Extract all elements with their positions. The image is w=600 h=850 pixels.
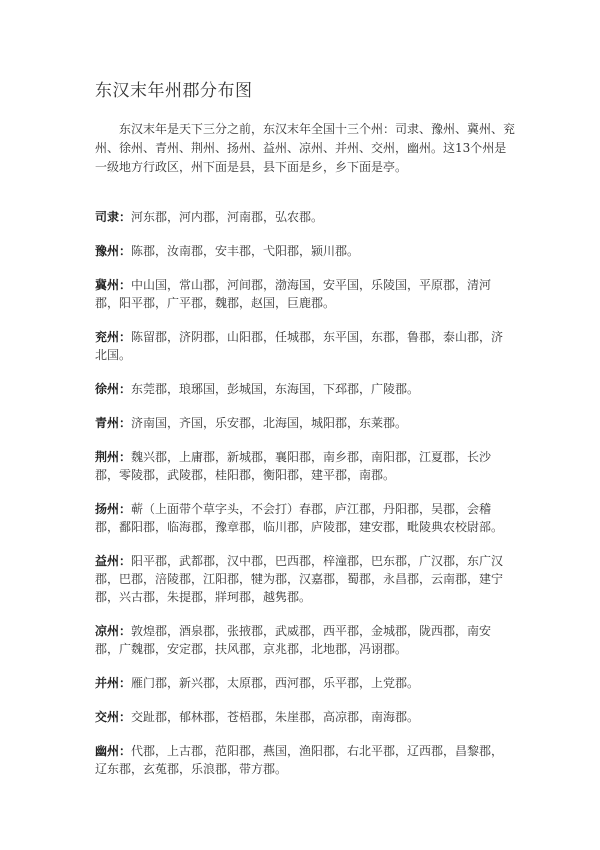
province-commanderies: 雁门郡，新兴郡，太原郡，西河郡，乐平郡，上党郡。 <box>131 676 420 690</box>
province-name: 交州： <box>95 710 132 724</box>
province-name: 豫州： <box>95 244 132 258</box>
province-entry <box>95 208 515 226</box>
page-title: 东汉末年州郡分布图 <box>95 81 253 101</box>
province-name: 青州： <box>95 416 132 430</box>
province-entry <box>95 328 515 364</box>
province-commanderies: 陈郡，汝南郡，安丰郡，弋阳郡，颍川郡。 <box>131 244 360 258</box>
province-commanderies: 交趾郡，郁林郡，苍梧郡，朱崖郡，高凉郡，南海郡。 <box>131 710 420 724</box>
province-entry <box>95 742 515 778</box>
intro-paragraph: 东汉末年是天下三分之前，东汉末年全国十三个州：司隶、豫州、冀州、兖州、徐州、青州、荆州、扬州、益州、凉州、并州、交州，幽州。这13个州是一级地方行政区，州下面是县，县下面是乡，乡下面是亭。 <box>95 122 516 174</box>
province-list <box>95 208 515 794</box>
province-entry <box>95 552 515 606</box>
province-commanderies: 东莞郡，琅琊国，彭城国，东海国，下邳郡，广陵郡。 <box>131 382 420 396</box>
province-name: 徐州： <box>95 382 132 396</box>
province-entry <box>95 380 515 398</box>
province-commanderies: 魏兴郡，上庸郡，新城郡，襄阳郡，南乡郡，南阳郡，江夏郡，长沙郡，零陵郡，武陵郡，桂阳郡，衡阳郡，建平郡，南郡。 <box>95 450 492 482</box>
province-commanderies: 中山国，常山郡，河间郡，渤海国，安平国，乐陵国，平原郡，清河郡，阳平郡，广平郡，魏郡，赵国，巨鹿郡。 <box>95 278 492 310</box>
province-name: 冀州： <box>95 278 132 292</box>
province-entry <box>95 622 515 658</box>
province-name: 扬州： <box>95 502 132 516</box>
province-name: 荆州： <box>95 450 132 464</box>
province-name: 并州： <box>95 676 132 690</box>
province-commanderies: 蕲（上面带个草字头，不会打）春郡，庐江郡，丹阳郡，吴郡，会稽郡，鄱阳郡，临海郡，豫章郡，临川郡，庐陵郡，建安郡，毗陵典农校尉部。 <box>95 502 504 534</box>
province-name: 司隶： <box>95 210 132 224</box>
province-name: 兖州： <box>95 330 132 344</box>
province-name: 益州： <box>95 554 132 568</box>
province-commanderies: 河东郡，河内郡，河南郡，弘农郡。 <box>131 210 324 224</box>
province-commanderies: 济南国，齐国，乐安郡，北海国，城阳郡，东莱郡。 <box>131 416 408 430</box>
province-commanderies: 敦煌郡，酒泉郡，张掖郡，武威郡，西平郡，金城郡，陇西郡，南安郡，广魏郡，安定郡，扶风郡，京兆郡，北地郡，冯诩郡。 <box>95 624 492 656</box>
province-entry <box>95 708 515 726</box>
province-name: 幽州： <box>95 744 132 758</box>
province-entry <box>95 500 515 536</box>
province-entry <box>95 276 515 312</box>
province-commanderies: 陈留郡，济阴郡，山阳郡，任城郡，东平国，东郡，鲁郡，泰山郡，济北国。 <box>95 330 504 362</box>
province-name: 凉州： <box>95 624 132 638</box>
province-entry <box>95 448 515 484</box>
province-commanderies: 阳平郡，武都郡，汉中郡，巴西郡，梓潼郡，巴东郡，广汉郡，东广汉郡，巴郡，涪陵郡，江阳郡，犍为郡，汉嘉郡，蜀郡，永昌郡，云南郡，建宁郡，兴古郡，朱提郡，牂珂郡，越隽郡。 <box>95 554 504 604</box>
province-entry <box>95 242 515 260</box>
province-entry <box>95 674 515 692</box>
province-entry <box>95 414 515 432</box>
province-commanderies: 代郡，上古郡，范阳郡，燕国，渔阳郡，右北平郡，辽西郡，昌黎郡，辽东郡，玄菟郡，乐浪郡，带方郡。 <box>95 744 504 776</box>
